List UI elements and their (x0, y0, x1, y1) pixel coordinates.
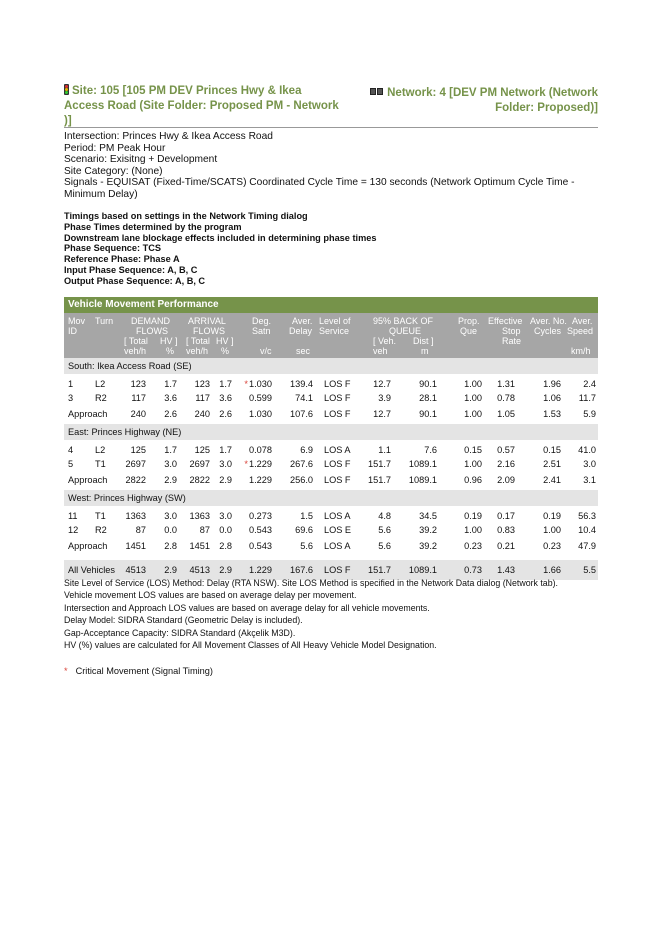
cell-los: LOS A (324, 511, 351, 521)
cell-prop: 0.96 (464, 475, 482, 485)
cell-dist: 1089.1 (408, 565, 437, 575)
footnote: Site Level of Service (LOS) Method: Delay (RTA NSW). Site LOS Method is specified in the Network Data dialog (Network tab). (64, 578, 558, 588)
cell-d-total: 125 (130, 445, 146, 455)
cell-a-total: 123 (194, 379, 210, 389)
network-icon (370, 88, 384, 96)
cell-los: LOS F (324, 379, 351, 389)
network-title: Network: 4 [DEV PM Network (Network Folder: Proposed)] (362, 86, 598, 116)
cell-spd: 2.4 (583, 379, 596, 389)
cell-deg: 0.599 (249, 393, 272, 403)
table-body (64, 358, 598, 580)
cell-d-total: 1363 (125, 511, 146, 521)
row-label: Approach (68, 409, 108, 419)
cell-d-total: 240 (130, 409, 146, 419)
cell-a-total: 2697 (189, 459, 210, 469)
cell-prop: 0.23 (464, 541, 482, 551)
cell-d-hv: 2.8 (164, 541, 177, 551)
cell-delay: 107.6 (290, 409, 313, 419)
cell-spd: 41.0 (578, 445, 596, 455)
footnote: HV (%) values are calculated for All Movement Classes of All Heavy Vehicle Model Designation. (64, 640, 437, 651)
cell-dist: 1089.1 (408, 475, 437, 485)
cell-veh: 151.7 (368, 565, 391, 575)
cell-a-total: 117 (195, 393, 210, 403)
col-speed: Aver. (572, 316, 593, 326)
cell-value: 1.030 (249, 379, 272, 389)
cell-eff: 2.16 (497, 459, 515, 469)
cell-mov: 12 (68, 525, 79, 535)
cell-d-hv: 3.6 (164, 393, 177, 403)
cell-los: LOS A (324, 541, 351, 551)
cell-prop: 1.00 (464, 409, 482, 419)
cell-delay: 1.5 (300, 511, 313, 521)
cell-prop: 0.73 (464, 565, 482, 575)
col-demand-unit: % (166, 346, 175, 356)
cell-deg: 0.543 (249, 525, 272, 535)
col-demand-total: [ Total (124, 336, 148, 346)
footnote: Vehicle movement LOS values are based on average delay per movement. (64, 590, 357, 601)
col-arrival-total: [ Total (186, 336, 210, 346)
cell-cyc: 1.00 (543, 525, 561, 535)
cell-d-hv: 2.9 (164, 475, 177, 485)
cell-prop: 1.00 (464, 393, 482, 403)
col-queue: QUEUE (389, 326, 422, 336)
cell-d-hv: 1.7 (164, 445, 177, 455)
cell-cyc: 1.96 (543, 379, 561, 389)
cell-eff: 0.57 (497, 445, 515, 455)
cell-turn: R2 (95, 525, 107, 535)
col-queue: 95% BACK OF (373, 316, 434, 326)
traffic-light-icon (64, 84, 69, 95)
col-turn: Turn (95, 316, 114, 326)
col-eff: Rate (502, 336, 522, 346)
cell-spd: 56.3 (578, 511, 596, 521)
cell-delay: 267.6 (290, 459, 313, 469)
cell-d-total: 117 (131, 393, 146, 403)
cell-spd: 47.9 (578, 541, 596, 551)
cell-cyc: 1.53 (543, 409, 561, 419)
cell-eff: 1.31 (497, 379, 515, 389)
cell-a-hv: 1.7 (219, 379, 232, 389)
timing-notes (64, 211, 604, 287)
cell-cyc: 0.19 (543, 511, 561, 521)
timing-line: Reference Phase: Phase A (64, 254, 180, 265)
cell-delay: 139.4 (290, 379, 313, 389)
cell-a-total: 125 (194, 445, 210, 455)
cell-eff: 0.83 (497, 525, 515, 535)
timing-line: Phase Times determined by the program (64, 221, 242, 232)
summary-row (64, 407, 598, 421)
cell-a-hv: 2.8 (219, 541, 232, 551)
scenario-text: Scenario: Exisitng + Development (64, 154, 218, 166)
cell-prop: 0.15 (464, 445, 482, 455)
col-queue-unit: veh (373, 346, 388, 356)
section-header: East: Princes Highway (NE) (64, 424, 598, 440)
section-header: South: Ikea Access Road (SE) (64, 358, 598, 374)
cell-veh: 12.7 (373, 379, 391, 389)
cell-veh: 3.9 (378, 393, 391, 403)
cell-a-total: 87 (199, 525, 210, 535)
cell-veh: 4.8 (378, 511, 391, 521)
col-id: ID (68, 326, 77, 336)
cell-delay: 256.0 (290, 475, 313, 485)
cell-cyc: 0.15 (543, 445, 561, 455)
cell-d-total: 1451 (125, 541, 146, 551)
cell-turn: L2 (95, 379, 106, 389)
cell-cyc: 1.66 (543, 565, 561, 575)
cell-spd: 10.4 (578, 525, 596, 535)
table-row (64, 523, 598, 537)
row-label: Approach (68, 541, 108, 551)
col-delay-unit: sec (296, 346, 311, 356)
critical-star-icon: * (64, 666, 68, 676)
cell-a-hv: 3.0 (219, 511, 232, 521)
col-deg: Satn (252, 326, 271, 336)
col-demand-hv: HV ] (160, 336, 178, 346)
table-header (64, 313, 598, 358)
table-row (64, 457, 598, 471)
cell-veh: 151.7 (368, 459, 391, 469)
timing-line: Phase Sequence: TCS (64, 243, 162, 254)
cell-mov: 5 (68, 459, 74, 469)
cell-eff: 0.17 (497, 511, 515, 521)
col-arrival-unit: % (221, 346, 230, 356)
cell-a-total: 240 (194, 409, 210, 419)
cell-los: LOS F (324, 475, 351, 485)
cell-deg: 0.273 (249, 511, 272, 521)
cell-d-total: 2697 (125, 459, 146, 469)
cell-dist: 28.1 (419, 393, 437, 403)
cell-spd: 5.5 (583, 565, 596, 575)
col-los: Service (319, 326, 350, 336)
cell-d-hv: 3.0 (164, 459, 177, 469)
cell-prop: 0.19 (464, 511, 482, 521)
col-deg: Deg. (252, 316, 272, 326)
cell-deg (244, 457, 272, 471)
col-demand: FLOWS (136, 326, 169, 336)
cell-delay: 6.9 (300, 445, 313, 455)
cell-los: LOS F (324, 393, 351, 403)
cell-mov: 4 (68, 445, 74, 455)
cell-los: LOS F (324, 565, 351, 575)
site-title: Site: 105 [105 PM DEV Princes Hwy & Ikea Access Road (Site Folder: Proposed PM - Network )] (64, 85, 339, 127)
timing-line: Input Phase Sequence: A, B, C (64, 264, 198, 275)
cell-prop: 1.00 (464, 459, 482, 469)
cell-a-total: 2822 (189, 475, 210, 485)
summary-row (64, 539, 598, 553)
cell-a-hv: 0.0 (219, 525, 232, 535)
col-speed-unit: km/h (571, 346, 591, 356)
cell-value: 1.229 (249, 459, 272, 469)
period-text: Period: PM Peak Hour (64, 142, 166, 154)
cell-d-hv: 0.0 (164, 525, 177, 535)
summary-row (64, 473, 598, 487)
cell-a-hv: 2.9 (219, 475, 232, 485)
col-delay: Delay (289, 326, 313, 336)
cell-turn: T1 (95, 511, 106, 521)
cell-eff: 0.78 (497, 393, 515, 403)
cell-deg: 0.543 (249, 541, 272, 551)
cell-eff: 0.21 (497, 541, 515, 551)
cell-deg (244, 377, 272, 391)
cell-dist: 34.5 (419, 511, 437, 521)
col-deg-unit: v/c (260, 346, 272, 356)
cell-cyc: 2.41 (543, 475, 561, 485)
footnote: Delay Model: SIDRA Standard (Geometric Delay is included). (64, 615, 303, 626)
col-cycles: Aver. No. (530, 316, 567, 326)
legend (64, 666, 213, 676)
cell-spd: 3.1 (583, 475, 596, 485)
col-arrival: FLOWS (193, 326, 226, 336)
cell-veh: 12.7 (373, 409, 391, 419)
col-demand-unit: veh/h (124, 346, 147, 356)
table-row (64, 509, 598, 523)
row-label: Approach (68, 475, 108, 485)
col-eff: Effective (488, 316, 523, 326)
cell-veh: 1.1 (378, 445, 391, 455)
cell-a-hv: 1.7 (219, 445, 232, 455)
section-header: West: Princes Highway (SW) (64, 490, 598, 506)
cell-deg: 0.078 (249, 445, 272, 455)
table-title: Vehicle Movement Performance (64, 297, 598, 313)
cell-d-total: 123 (130, 379, 146, 389)
timing-line: Timings based on settings in the Network Timing dialog (64, 211, 308, 221)
cell-dist: 90.1 (419, 379, 437, 389)
cell-deg: 1.229 (249, 475, 272, 485)
cell-spd: 11.7 (578, 393, 596, 403)
site-info (64, 131, 604, 201)
cell-eff: 1.43 (497, 565, 515, 575)
table-row (64, 443, 598, 457)
cell-a-hv: 2.6 (219, 409, 232, 419)
cell-delay: 69.6 (295, 525, 313, 535)
signals-text: Signals - EQUISAT (Fixed-Time/SCATS) Coordinated Cycle Time = 130 seconds (Network Optimum Cycle Time - Minimum Delay) (64, 177, 575, 200)
cell-deg: 1.229 (249, 565, 272, 575)
table-row (64, 377, 598, 391)
col-speed: Speed (567, 326, 594, 336)
timing-line: Output Phase Sequence: A, B, C (64, 275, 206, 286)
cell-d-hv: 3.0 (164, 511, 177, 521)
cell-los: LOS A (324, 445, 351, 455)
table-row (64, 391, 598, 405)
footnote: Gap-Acceptance Capacity: SIDRA Standard (Akçelik M3D). (64, 627, 296, 638)
col-prop: Prop. (458, 316, 480, 326)
cell-deg: 1.030 (249, 409, 272, 419)
col-los: Level of (319, 316, 351, 326)
cell-eff: 1.05 (497, 409, 515, 419)
row-label: All Vehicles (68, 565, 115, 575)
cell-mov: 3 (68, 393, 74, 403)
cell-spd: 5.9 (583, 409, 596, 419)
movement-performance-table (64, 297, 598, 580)
legend-text: Critical Movement (Signal Timing) (75, 666, 213, 676)
cell-d-hv: 1.7 (164, 379, 177, 389)
cell-cyc: 2.51 (543, 459, 561, 469)
cell-turn: T1 (95, 459, 106, 469)
cell-a-hv: 3.0 (219, 459, 232, 469)
critical-star-icon: * (244, 459, 248, 469)
timing-line: Downstream lane blockage effects included in determining phase times (64, 232, 377, 243)
footnotes (64, 577, 604, 651)
category-text: Site Category: (None) (64, 165, 163, 177)
cell-d-hv: 2.9 (164, 565, 177, 575)
cell-mov: 1 (68, 379, 74, 389)
cell-cyc: 0.23 (543, 541, 561, 551)
col-arrival-unit: veh/h (186, 346, 209, 356)
col-mov: Mov (68, 316, 86, 326)
cell-cyc: 1.06 (543, 393, 561, 403)
cell-mov: 11 (68, 511, 78, 521)
critical-star-icon: * (244, 379, 248, 389)
cell-turn: R2 (95, 393, 107, 403)
col-arrival-hv: HV ] (216, 336, 234, 346)
cell-delay: 167.6 (290, 565, 313, 575)
cell-d-total: 87 (135, 525, 146, 535)
cell-a-total: 1451 (189, 541, 210, 551)
cell-dist: 7.6 (424, 445, 437, 455)
cell-d-hv: 2.6 (164, 409, 177, 419)
cell-dist: 90.1 (419, 409, 437, 419)
cell-dist: 1089.1 (408, 459, 437, 469)
footnote: Intersection and Approach LOS values are based on average delay for all vehicle movements. (64, 602, 430, 613)
col-cycles: Cycles (534, 326, 562, 336)
col-demand: DEMAND (131, 316, 171, 326)
cell-prop: 1.00 (464, 379, 482, 389)
cell-delay: 5.6 (300, 541, 313, 551)
cell-a-hv: 3.6 (219, 393, 232, 403)
cell-d-total: 2822 (125, 475, 146, 485)
cell-veh: 151.7 (368, 475, 391, 485)
col-queue-unit: m (421, 346, 429, 356)
cell-veh: 5.6 (378, 541, 391, 551)
cell-eff: 2.09 (497, 475, 515, 485)
cell-turn: L2 (95, 445, 106, 455)
intersection-text: Intersection: Princes Hwy & Ikea Access Road (64, 131, 273, 142)
col-prop: Que (460, 326, 478, 336)
col-queue-veh: [ Veh. (373, 336, 397, 346)
cell-a-hv: 2.9 (219, 565, 232, 575)
cell-a-total: 4513 (189, 565, 210, 575)
cell-los: LOS F (324, 409, 351, 419)
col-arrival: ARRIVAL (188, 316, 226, 326)
cell-veh: 5.6 (378, 525, 391, 535)
cell-delay: 74.1 (295, 393, 313, 403)
cell-los: LOS F (324, 459, 351, 469)
cell-spd: 3.0 (583, 459, 596, 469)
cell-prop: 1.00 (464, 525, 482, 535)
cell-dist: 39.2 (419, 541, 437, 551)
col-queue-dist: Dist ] (413, 336, 434, 346)
cell-los: LOS E (324, 525, 352, 535)
col-delay: Aver. (292, 316, 313, 326)
col-eff: Stop (502, 326, 521, 336)
header-divider (64, 127, 598, 128)
cell-a-total: 1363 (189, 511, 210, 521)
cell-d-total: 4513 (125, 565, 146, 575)
cell-dist: 39.2 (419, 525, 437, 535)
